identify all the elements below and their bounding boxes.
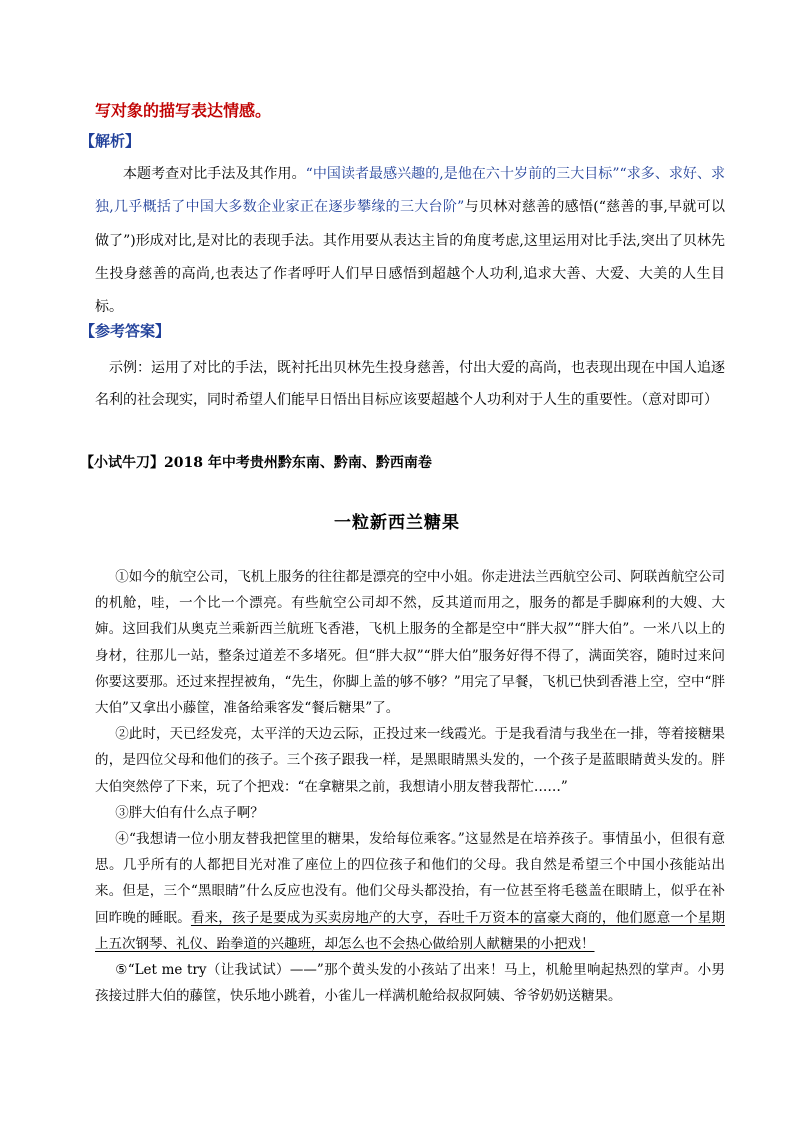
story-paragraph-1: ①如今的航空公司，飞机上服务的往往都是漂亮的空中小姐。你走进法兰西航空公司、阿联酋航空公司的机舱，哇，一个比一个漂亮。有些航空公司却不然，反其道而用之，服务的都是手脚麻利的大嫂、大婶。这回我们从奥克兰乘新西兰航班飞香港，飞机上服务的全都是空中“胖大叔”“胖大伯”。一米八以上的身材，往那儿一站，整条过道差不多堵死。但“胖大叔”“胖大伯”服务好得不得了，满面笑容，随时过来问你要这要那。还过来捏捏被角，“先生，你脚上盖的够不够？”用完了早餐，飞机已快到香港上空，空中“胖大伯”又拿出小藤筐，准备给乘客发“餐后糖果”了。 — [95, 569, 725, 717]
story-paragraph-5: ⑤“Let me try（让我试试）——”那个黄头发的小孩站了出来！马上，机舱里响起热烈的掌声。小男孩接过胖大伯的藤筐，快乐地小跳着，小雀儿一样满机舱给叔叔阿姨、爷爷奶奶送糖果。 — [95, 962, 725, 1005]
analysis-text-1: 本题考查对比手法及其作用。 — [123, 166, 306, 182]
reference-answer-text: 示例：运用了对比的手法，既衬托出贝林先生投身慈善，付出大爱的高尚，也表现出现在中国人追逐名利的社会现实，同时希望人们能早日悟出目标应该要超越个人功利对于人生的重要性。（意对即可） — [95, 360, 725, 408]
answer-conclusion-line: 写对象的描写表达情感。 — [95, 101, 272, 120]
story-underlined-sentence: 看来，孩子是要成为买卖房地产的大亨，吞吐千万资本的富豪大商的，他们愿意一个星期上五次钢琴、礼仪、跆拳道的兴趣班，却怎么也不会热心做给别人献糖果的小把戏！ — [95, 909, 726, 952]
analysis-highlight-quote: “中国读者最感兴趣的,是他在六十岁前的三大目标”“求多、求好、求独,几乎概括了中国大多数企业家正在逐步攀缘的三大台阶” — [95, 166, 726, 216]
practice-label: 【小试牛刀】2018 年中考贵州黔东南、黔南、黔西南卷 — [80, 455, 432, 471]
analysis-text-2: 与贝林对慈善的感悟(“慈善的事,早就可以做了”)形成对比,是对比的表现手法。其作用要从表达主旨的角度考虑,这里运用对比手法,突出了贝林先生投身慈善的高尚,也表达了作者呼吁人们早日感悟到超越个人功利,追求大善、大爱、大美的人生目标。 — [95, 199, 726, 316]
story-paragraph-4-text: ④“我想请一位小朋友替我把筐里的糖果，发给每位乘客。”这显然是在培养孩子。事情虽小，但很有意思。几乎所有的人都把目光对准了座位上的四位孩子和他们的父母。我自然是希望三个中国小孩能站出来。但是，三个“黑眼睛”什么反应也没有。他们父母头都没抬，有一位甚至将毛毯盖在眼睛上，似乎在补回昨晚的睡眠。 — [95, 831, 725, 926]
story-body — [95, 564, 725, 1009]
story-paragraph-4 — [95, 826, 725, 957]
story-paragraph-2: ②此时，天已经发亮，太平洋的天边云际，正投过来一线霞光。于是我看清与我坐在一排，等着接糖果的，是四位父母和他们的孩子。三个孩子跟我一样，是黑眼睛黑头发的，一个孩子是蓝眼睛黄头发的。胖大伯突然停了下来，玩了个把戏：“在拿糖果之前，我想请小朋友替我帮忙……” — [95, 726, 725, 795]
story-title: 一粒新西兰糖果 — [334, 513, 460, 533]
story-paragraph-3: ③胖大伯有什么点子啊？ — [115, 804, 264, 821]
analysis-paragraph — [95, 158, 725, 324]
reference-answer-heading: 【参考答案】 — [80, 322, 171, 340]
analysis-heading: 【解析】 — [80, 132, 141, 150]
